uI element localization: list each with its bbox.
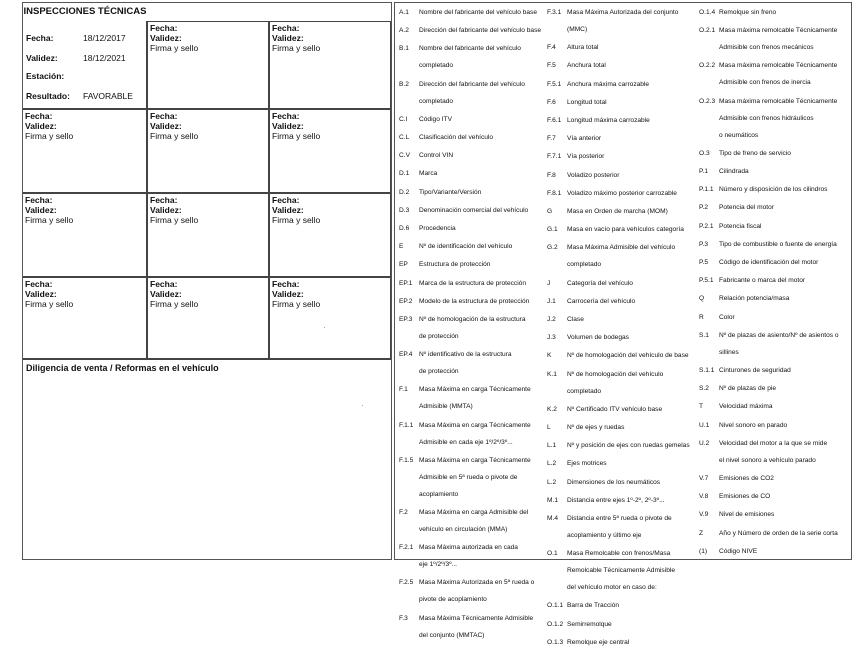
- code-label: F.3.1: [547, 9, 562, 16]
- box-validez-label: Validez:: [272, 205, 304, 215]
- box-fecha-label: Fecha:: [25, 279, 53, 289]
- code-description: Masa Máxima autorizada en cada: [419, 544, 518, 552]
- code-label: F.7.1: [547, 153, 562, 161]
- box-validez-label: Validez:: [25, 121, 57, 131]
- code-label: K.2: [547, 405, 557, 413]
- code-label: EP: [399, 261, 408, 269]
- code-description: Denominación comercial del vehículo: [419, 206, 529, 214]
- code-description: Voladizo máximo posterior carrozable: [567, 189, 677, 197]
- code-description-cont: Admisible con frenos hidráulicos: [719, 114, 814, 122]
- code-description: Distancia entre 5ª rueda o pivote de: [567, 515, 672, 522]
- code-description: Nombre del fabricante del vehículo base: [419, 9, 538, 16]
- code-description: Nombre del fabricante del vehículo: [419, 45, 521, 53]
- code-label: L.1: [547, 442, 557, 450]
- code-description: Masa Máxima en carga Técnicamente: [419, 386, 531, 394]
- code-description: Masa Máxima en carga Técnicamente: [419, 456, 531, 464]
- box-validez-label: Validez:: [150, 33, 182, 43]
- code-description-cont: completado: [419, 97, 454, 105]
- box-fecha-label: Fecha:: [25, 195, 53, 205]
- code-label: D.1: [399, 170, 410, 178]
- code-label: F.1.5: [399, 456, 414, 464]
- box-firma-label: Firma y sello: [150, 43, 199, 53]
- code-description: Masa en Orden de marcha (MOM): [567, 208, 668, 215]
- code-label: V.8: [699, 493, 709, 501]
- inspection-box: [23, 277, 147, 359]
- code-description: Cinturones de seguridad: [719, 367, 791, 374]
- code-description: Nº y posición de ejes con ruedas gemelas: [567, 442, 690, 450]
- code-description: Control VIN: [419, 152, 454, 160]
- code-description-cont: completado: [419, 62, 454, 70]
- code-description: Nº de homologación del vehículo de base: [567, 352, 689, 360]
- code-label: (1): [699, 547, 708, 555]
- code-description: Relación potencia/masa: [719, 295, 790, 303]
- inspection-box: [23, 193, 147, 277]
- inspecciones-page: [22, 2, 392, 560]
- code-description-cont: Admisible (MMTA): [419, 403, 473, 411]
- code-description: Velocidad del motor a la que se mide: [719, 439, 828, 447]
- code-description-cont: acoplamiento y último eje: [567, 532, 642, 539]
- code-label: O.2.3: [699, 97, 716, 105]
- code-description-cont: eje 1º/2º/3º...: [419, 561, 458, 569]
- code-label: J.1: [547, 297, 556, 305]
- box-fecha-label: Fecha:: [150, 195, 178, 205]
- box-validez-label: Validez:: [25, 289, 57, 299]
- code-label: U.2: [699, 439, 710, 447]
- code-label: P.1.1: [699, 186, 714, 194]
- code-description: Volumen de bodegas: [567, 334, 629, 342]
- box-validez-label: Validez:: [272, 33, 304, 43]
- code-description-cont: Remolcable Técnicamente Admisible: [567, 567, 675, 575]
- inspection-box: [23, 109, 147, 193]
- scan-speck: ·: [323, 323, 326, 332]
- box-validez-label: Validez:: [272, 121, 304, 131]
- code-label: M.4: [547, 515, 558, 522]
- code-label: F.8.1: [547, 189, 562, 197]
- box-firma-label: Firma y sello: [272, 131, 321, 141]
- code-label: F.8: [547, 171, 556, 179]
- fecha-label: Fecha:: [26, 33, 54, 43]
- code-label: J.3: [547, 334, 556, 342]
- code-description: Anchura total: [567, 62, 606, 70]
- code-description: Longitud máxima carrozable: [567, 117, 650, 124]
- code-description: Remolque sin freno: [719, 9, 777, 16]
- inspection-box: [147, 277, 269, 359]
- code-label: F.2: [399, 509, 408, 516]
- code-description: Procedencia: [419, 225, 456, 232]
- code-description: Carrocería del vehículo: [567, 297, 636, 305]
- code-description: Masa Máxima Autorizada del conjunto: [567, 9, 679, 16]
- code-description: Longitud total: [567, 98, 607, 106]
- code-description: Tipo de freno de servicio: [719, 149, 791, 157]
- validez-label: Validez:: [26, 53, 58, 63]
- code-label: Q: [699, 295, 705, 303]
- code-description: Masa Máxima en carga Técnicamente: [419, 421, 531, 429]
- code-label: J.2: [547, 316, 556, 323]
- code-description-cont: Admisible con frenos de inercia: [719, 79, 811, 87]
- code-description: Masa máxima remolcable Técnicamente: [719, 27, 838, 35]
- code-label: D.6: [399, 225, 410, 232]
- code-description-cont: el nivel sonoro a vehículo parado: [719, 456, 816, 464]
- code-description: Emisiones de CO2: [719, 475, 774, 482]
- code-label: F.4: [547, 44, 556, 52]
- code-label: P.1: [699, 168, 709, 175]
- code-label: O.1: [547, 550, 558, 558]
- box-validez-label: Validez:: [150, 121, 182, 131]
- code-description-cont: sillines: [719, 348, 739, 356]
- box-validez-label: Validez:: [150, 205, 182, 215]
- code-description: Año y Número de orden de la serie corta: [719, 529, 838, 537]
- code-label: P.2: [699, 204, 709, 212]
- code-label: F.6: [547, 98, 556, 106]
- code-description: Marca de la estructura de protección: [419, 279, 527, 287]
- code-description: Nº de plazas de asiento/Nº de asientos o: [719, 331, 839, 339]
- code-label: A.1: [399, 9, 409, 16]
- code-description-cont: pivote de acoplamiento: [419, 596, 487, 604]
- box-firma-label: Firma y sello: [272, 43, 321, 53]
- code-description: Voladizo posterior: [567, 171, 620, 179]
- code-label: C.I: [399, 115, 408, 123]
- inspection-main-box: [23, 21, 147, 109]
- code-description: Nº identificativo de la estructura: [419, 351, 512, 359]
- code-description: Nivel de emisiones: [719, 511, 775, 519]
- code-label: P.3: [699, 240, 709, 248]
- code-label: Z: [699, 529, 704, 537]
- code-description: Dimensiones de los neumáticos: [567, 478, 661, 486]
- code-label: T: [699, 403, 704, 411]
- code-description-cont: acoplamiento: [419, 490, 459, 498]
- code-label: O.2.1: [699, 27, 716, 35]
- code-label: U.1: [699, 421, 710, 429]
- code-label: J: [547, 279, 551, 287]
- box-firma-label: Firma y sello: [150, 299, 199, 309]
- code-label: F.5: [547, 62, 556, 70]
- box-firma-label: Firma y sello: [272, 299, 321, 309]
- code-description: Ejes motrices: [567, 460, 607, 468]
- code-label: F.2.5: [399, 579, 414, 587]
- code-description: Masa Máxima Autorizada en 5ª rueda o: [419, 579, 535, 587]
- code-label: O.1.1: [547, 602, 564, 610]
- code-description: Potencia del motor: [719, 204, 774, 212]
- code-description: Dirección del fabricante del vehículo base: [419, 27, 542, 35]
- box-fecha-label: Fecha:: [272, 23, 300, 33]
- diligencia-divider: [23, 359, 391, 360]
- fecha-value: 18/12/2017: [83, 33, 126, 43]
- box-fecha-label: Fecha:: [150, 23, 178, 33]
- code-description-cont: de protección: [419, 368, 459, 376]
- code-description: Categoría del vehículo: [567, 279, 633, 287]
- inspection-box: [147, 21, 269, 109]
- code-description-cont: completado: [567, 261, 602, 269]
- code-description: Masa Máxima en carga Admisible del: [419, 509, 529, 516]
- code-description: Dirección del fabricante del vehículo: [419, 80, 525, 88]
- code-description: Velocidad máxima: [719, 403, 773, 411]
- code-description: Cilindrada: [719, 168, 749, 175]
- box-firma-label: Firma y sello: [272, 215, 321, 225]
- code-description: Vía anterior: [567, 135, 602, 143]
- code-label: K: [547, 352, 552, 360]
- validez-value: 18/12/2021: [83, 53, 126, 63]
- code-description: Masa Máxima Admisible del vehículo: [567, 244, 676, 252]
- code-description-cont: completado: [567, 387, 602, 395]
- code-label: G: [547, 208, 553, 215]
- box-firma-label: Firma y sello: [25, 131, 74, 141]
- code-description-cont: o neumáticos: [719, 131, 759, 139]
- code-description: Masa máxima remolcable Técnicamente: [719, 97, 838, 105]
- code-description-cont: vehículo en circulación (MMA): [419, 526, 508, 533]
- code-description: Vía posterior: [567, 153, 605, 161]
- code-description: Emisiones de CO: [719, 493, 771, 501]
- code-label: K.1: [547, 370, 557, 378]
- code-label: L.2: [547, 478, 557, 486]
- code-label: R: [699, 313, 704, 321]
- code-description: Nº de homologación del vehículo: [567, 370, 664, 378]
- code-label: S.1.1: [699, 367, 715, 374]
- code-label: L.2: [547, 460, 557, 468]
- code-label: L: [547, 424, 551, 431]
- code-description: Anchura máxima carrozable: [567, 80, 650, 88]
- code-description: Barra de Tracción: [567, 602, 620, 610]
- code-label: O.3: [699, 149, 710, 157]
- estacion-label: Estación:: [26, 71, 65, 81]
- code-label: O.2.2: [699, 62, 716, 70]
- codes-legend-page: [394, 2, 852, 646]
- box-fecha-label: Fecha:: [272, 195, 300, 205]
- code-label: G.1: [547, 226, 558, 234]
- code-label: EP.2: [399, 297, 413, 305]
- code-label: F.7: [547, 135, 556, 143]
- code-description-cont: Admisible con frenos mecánicos: [719, 44, 814, 52]
- code-description-cont: Admisible en 5ª rueda o pivote de: [419, 473, 518, 481]
- inspection-box: [269, 21, 391, 109]
- box-firma-label: Firma y sello: [25, 299, 74, 309]
- code-description: Color: [719, 313, 735, 321]
- code-label: P.5: [699, 259, 709, 266]
- code-label: D.3: [399, 206, 410, 214]
- inspection-box: [269, 193, 391, 277]
- inspection-box: [269, 109, 391, 193]
- code-label: C.V: [399, 152, 410, 160]
- code-description: Nivel sonoro en parado: [719, 421, 788, 429]
- code-label: M.1: [547, 496, 558, 504]
- code-description: Distancia entre ejes 1º-2º, 2º-3º...: [567, 496, 665, 504]
- code-label: O.1.2: [547, 620, 564, 628]
- code-label: F.6.1: [547, 117, 562, 124]
- code-label: F.3: [399, 614, 408, 622]
- box-fecha-label: Fecha:: [150, 111, 178, 121]
- resultado-value: FAVORABLE: [83, 91, 133, 101]
- code-label: O.1.4: [699, 9, 716, 16]
- code-description: Nº de homologación de la estructura: [419, 316, 526, 323]
- scan-speck: ·: [361, 401, 364, 410]
- code-description: Nº de identificación del vehículo: [419, 243, 513, 251]
- code-description: Masa Remolcable con frenos/Masa: [567, 550, 671, 558]
- inspection-box: [269, 277, 391, 359]
- box-fecha-label: Fecha:: [25, 111, 53, 121]
- code-description: Marca: [419, 170, 438, 178]
- code-description: Masa Máxima Técnicamente Admisible: [419, 614, 534, 622]
- code-description-cont: del conjunto (MMTAC): [419, 631, 485, 639]
- code-description: Nº Certificado ITV vehículo base: [567, 405, 663, 413]
- box-firma-label: Firma y sello: [25, 215, 74, 225]
- code-description: Altura total: [567, 44, 599, 52]
- box-validez-label: Validez:: [150, 289, 182, 299]
- code-description: Nº de ejes y ruedas: [567, 424, 625, 431]
- code-description-cont: Admisible en cada eje 1º/2º/3º...: [419, 438, 513, 446]
- code-label: F.1: [399, 386, 408, 394]
- box-validez-label: Validez:: [25, 205, 57, 215]
- code-description-cont: (MMC): [567, 26, 588, 33]
- code-label: B.2: [399, 80, 409, 88]
- code-label: B.1: [399, 45, 409, 53]
- code-label: F.1.1: [399, 421, 414, 429]
- code-label: V.9: [699, 511, 709, 519]
- code-label: S.2: [699, 385, 709, 393]
- code-description: Estructura de protección: [419, 261, 491, 269]
- code-label: EP.4: [399, 351, 413, 359]
- code-description: Fabricante o marca del motor: [719, 277, 806, 285]
- box-firma-label: Firma y sello: [150, 131, 199, 141]
- code-label: S.1: [699, 331, 709, 339]
- code-description: Masa en vacío para vehículos categoría: [567, 226, 684, 234]
- code-label: A.2: [399, 27, 409, 35]
- code-label: F.2.1: [399, 544, 414, 552]
- code-description: Tipo/Variante/Versión: [419, 188, 482, 196]
- code-description: Clase: [567, 316, 584, 323]
- code-label: C.L: [399, 134, 410, 141]
- code-label: EP.3: [399, 316, 413, 323]
- resultado-label: Resultado:: [26, 91, 70, 101]
- code-description: Código de identificación del motor: [719, 259, 819, 266]
- page-title: INSPECCIONES TÉCNICAS: [23, 6, 147, 17]
- code-label: O.1.3: [547, 638, 564, 646]
- code-description: Modelo de la estructura de protección: [419, 297, 530, 305]
- inspection-box: [147, 109, 269, 193]
- box-fecha-label: Fecha:: [272, 279, 300, 289]
- code-description: Código NIVE: [719, 547, 758, 555]
- code-description: Nº de plazas de pie: [719, 385, 777, 393]
- code-description: Semirremolque: [567, 620, 612, 628]
- inspection-box: [147, 193, 269, 277]
- box-fecha-label: Fecha:: [272, 111, 300, 121]
- diligencia-heading: Diligencia de venta / Reformas en el vehículo: [26, 363, 219, 373]
- code-label: P.2.1: [699, 222, 714, 230]
- code-description: Número y disposición de los cilindros: [719, 186, 828, 194]
- code-description: Código ITV: [419, 115, 452, 123]
- code-label: F.5.1: [547, 80, 562, 88]
- code-description-cont: del vehículo motor en caso de:: [567, 584, 657, 592]
- code-description: Potencia fiscal: [719, 222, 762, 230]
- code-label: P.5.1: [699, 277, 714, 285]
- box-fecha-label: Fecha:: [150, 279, 178, 289]
- code-label: EP.1: [399, 279, 413, 287]
- code-label: E: [399, 243, 404, 251]
- box-firma-label: Firma y sello: [150, 215, 199, 225]
- code-label: G.2: [547, 244, 558, 252]
- box-validez-label: Validez:: [272, 289, 304, 299]
- code-label: D.2: [399, 188, 410, 196]
- code-description: Masa máxima remolcable Técnicamente: [719, 62, 838, 70]
- code-description-cont: de protección: [419, 333, 459, 340]
- code-description: Remolque eje central: [567, 638, 630, 646]
- code-description: Clasificación del vehículo: [419, 134, 494, 141]
- code-description: Tipo de combustible o fuente de energía: [719, 240, 837, 248]
- code-label: V.7: [699, 475, 709, 482]
